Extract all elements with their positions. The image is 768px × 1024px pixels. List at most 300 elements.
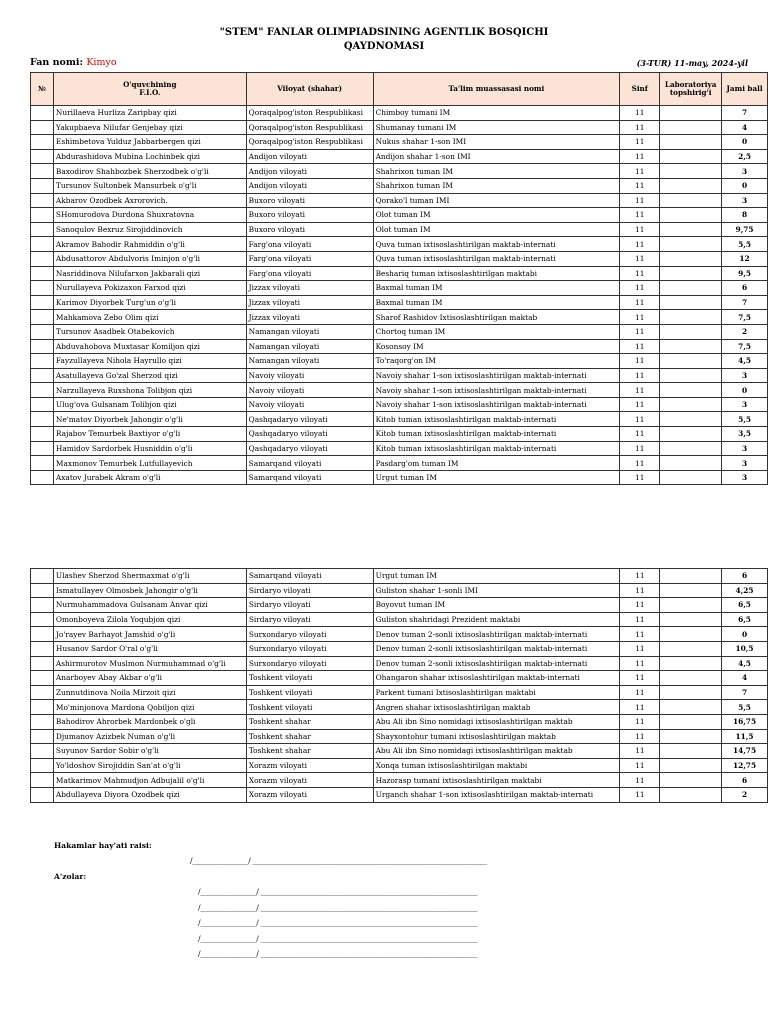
lab-task-cell	[660, 700, 722, 715]
lab-task-cell	[660, 354, 722, 369]
grade-cell: 11	[620, 149, 660, 164]
lab-task-cell	[660, 569, 722, 584]
row-number-cell	[31, 310, 54, 325]
grade-cell: 11	[620, 397, 660, 412]
lab-task-cell	[660, 758, 722, 773]
total-score-cell: 10,5	[722, 641, 768, 656]
total-score-cell: 3	[722, 164, 768, 179]
grade-cell: 11	[620, 120, 660, 135]
total-score-cell: 16,75	[722, 714, 768, 729]
row-number-cell	[31, 758, 54, 773]
grade-cell: 11	[620, 412, 660, 427]
grade-cell: 11	[620, 744, 660, 759]
school-cell: Abu Ali ibn Sino nomidagi ixtisoslashtirilgan maktab	[373, 744, 620, 759]
region-cell: Surxondaryo viloyati	[246, 627, 373, 642]
row-number-cell	[31, 456, 54, 471]
school-cell: Navoiy shahar 1-son ixtisoslashtirilgan maktab-internati	[373, 397, 620, 412]
total-score-cell: 3	[722, 193, 768, 208]
region-cell: Qashqadaryo viloyati	[246, 412, 373, 427]
grade-cell: 11	[620, 583, 660, 598]
school-cell: Ohangaron shahar ixtisoslashtirilgan maktab-internati	[373, 671, 620, 686]
region-cell: Samarqand viloyati	[246, 470, 373, 485]
lab-task-cell	[660, 470, 722, 485]
row-number-cell	[31, 612, 54, 627]
results-table-1	[30, 72, 768, 485]
lab-task-cell	[660, 222, 722, 237]
table-row	[31, 641, 768, 656]
col-header-lab: Laboratoriya topshirig'i	[660, 73, 722, 106]
region-cell: Jizzax viloyati	[246, 310, 373, 325]
table-row	[31, 569, 768, 584]
row-number-cell	[31, 208, 54, 223]
student-name-cell: Karimov Diyorbek Turg'un o'g'li	[53, 295, 246, 310]
total-score-cell: 7	[722, 106, 768, 121]
school-cell: Kosonsoy IM	[373, 339, 620, 354]
student-name-cell: Ne'matov Diyorbek Jahongir o'g'li	[53, 412, 246, 427]
school-cell: Guliston shahridagi Prezident maktabi	[373, 612, 620, 627]
region-cell: Toshkent viloyati	[246, 671, 373, 686]
grade-cell: 11	[620, 354, 660, 369]
grade-cell: 11	[620, 383, 660, 398]
school-cell: Navoiy shahar 1-son ixtisoslashtirilgan maktab-internati	[373, 368, 620, 383]
total-score-cell: 9,75	[722, 222, 768, 237]
grade-cell: 11	[620, 685, 660, 700]
table-row	[31, 744, 768, 759]
student-name-cell: Abdusattorov Abdulvoris Iminjon o'g'li	[53, 251, 246, 266]
student-name-cell: Maxmonov Temurbek Lutfullayevich	[53, 456, 246, 471]
total-score-cell: 7	[722, 295, 768, 310]
table-row	[31, 149, 768, 164]
grade-cell: 11	[620, 641, 660, 656]
student-name-cell: Zunnutdinova Noila Mirzoit qizi	[53, 685, 246, 700]
region-cell: Qoraqalpog'iston Respublikasi	[246, 106, 373, 121]
total-score-cell: 0	[722, 383, 768, 398]
total-score-cell: 0	[722, 627, 768, 642]
region-cell: Qashqadaryo viloyati	[246, 427, 373, 442]
subject-value: Kimyo	[86, 57, 117, 68]
student-name-cell: Sanoqulov Bexruz Sirojiddinovich	[53, 222, 246, 237]
school-cell: Olot tuman IM	[373, 208, 620, 223]
student-name-cell: Fayzullayeva Nihola Hayrullo qizi	[53, 354, 246, 369]
region-cell: Farg'ona viloyati	[246, 251, 373, 266]
total-score-cell: 7,5	[722, 310, 768, 325]
table-row	[31, 106, 768, 121]
table-row	[31, 441, 768, 456]
school-cell: To'raqorg'on IM	[373, 354, 620, 369]
table-row	[31, 598, 768, 613]
col-header-school: Ta'lim muassasasi nomi	[373, 73, 620, 106]
grade-cell: 11	[620, 627, 660, 642]
school-cell: Andijon shahar 1-son IMI	[373, 149, 620, 164]
table-row	[31, 671, 768, 686]
lab-task-cell	[660, 193, 722, 208]
row-number-cell	[31, 383, 54, 398]
student-name-cell: Ashirmurotov Muslmon Nurmuhammad o'g'li	[53, 656, 246, 671]
row-number-cell	[31, 598, 54, 613]
row-number-cell	[31, 135, 54, 150]
row-number-cell	[31, 368, 54, 383]
total-score-cell: 3	[722, 368, 768, 383]
table-row	[31, 397, 768, 412]
lab-task-cell	[660, 310, 722, 325]
row-number-cell	[31, 354, 54, 369]
region-cell: Andijon viloyati	[246, 164, 373, 179]
grade-cell: 11	[620, 208, 660, 223]
total-score-cell: 6	[722, 569, 768, 584]
grade-cell: 11	[620, 281, 660, 296]
table-row	[31, 787, 768, 802]
jury-chair-label: Hakamlar hay'ati raisi:	[54, 841, 152, 850]
student-name-cell: Jo'rayev Barhayot Jamshid o'g'li	[53, 627, 246, 642]
region-cell: Namangan viloyati	[246, 354, 373, 369]
total-score-cell: 3	[722, 456, 768, 471]
table-row	[31, 324, 768, 339]
lab-task-cell	[660, 685, 722, 700]
row-number-cell	[31, 656, 54, 671]
student-name-cell: Abdurashidova Mubina Lochinbek qizi	[53, 149, 246, 164]
jury-member-signature-line: /________________/ ______________________________________________________________	[198, 949, 478, 958]
student-name-cell: Mahkamova Zebo Olim qizi	[53, 310, 246, 325]
student-name-cell: Eshimbetova Yulduz Jabbarbergen qizi	[53, 135, 246, 150]
col-header-name: O'quvchining F.I.O.	[53, 73, 246, 106]
table-row	[31, 120, 768, 135]
region-cell: Qashqadaryo viloyati	[246, 441, 373, 456]
total-score-cell: 6	[722, 281, 768, 296]
row-number-cell	[31, 295, 54, 310]
region-cell: Xorazm viloyati	[246, 773, 373, 788]
school-cell: Guliston shahar 1-sonli IMI	[373, 583, 620, 598]
jury-member-signature-line: /________________/ ______________________________________________________________	[198, 933, 478, 943]
student-name-cell: Ismatullayev Olmosbek Jahongir o'g'li	[53, 583, 246, 598]
grade-cell: 11	[620, 106, 660, 121]
school-cell: Baxmal tuman IM	[373, 281, 620, 296]
school-cell: Sharof Rashidov Ixtisoslashtirilgan maktab	[373, 310, 620, 325]
region-cell: Samarqand viloyati	[246, 456, 373, 471]
region-cell: Toshkent viloyati	[246, 700, 373, 715]
student-name-cell: Suyunov Sardor Sobir o'g'li	[53, 744, 246, 759]
total-score-cell: 4,5	[722, 656, 768, 671]
table-row	[31, 164, 768, 179]
col-header-total: Jami ball	[722, 73, 768, 106]
grade-cell: 11	[620, 569, 660, 584]
student-name-cell: Asatullayeva Go'zal Sherzod qizi	[53, 368, 246, 383]
student-name-cell: Mo'minjonova Mardona Qobiljon qizi	[53, 700, 246, 715]
school-cell: Boyovut tuman IM	[373, 598, 620, 613]
total-score-cell: 0	[722, 178, 768, 193]
subject-line	[30, 57, 117, 68]
row-number-cell	[31, 266, 54, 281]
school-cell: Xonqa tuman ixtisoslashtirilgan maktabi	[373, 758, 620, 773]
grade-cell: 11	[620, 700, 660, 715]
table-row	[31, 237, 768, 252]
student-name-cell: Abduvahobova Muxtasar Komiljon qizi	[53, 339, 246, 354]
lab-task-cell	[660, 412, 722, 427]
total-score-cell: 4	[722, 120, 768, 135]
school-cell: Shahrixon tuman IM	[373, 164, 620, 179]
region-cell: Buxoro viloyati	[246, 222, 373, 237]
row-number-cell	[31, 441, 54, 456]
grade-cell: 11	[620, 758, 660, 773]
region-cell: Qoraqalpog'iston Respublikasi	[246, 135, 373, 150]
region-cell: Buxoro viloyati	[246, 193, 373, 208]
table-row	[31, 135, 768, 150]
region-cell: Qoraqalpog'iston Respublikasi	[246, 120, 373, 135]
total-score-cell: 6,5	[722, 612, 768, 627]
region-cell: Toshkent shahar	[246, 714, 373, 729]
grade-cell: 11	[620, 193, 660, 208]
grade-cell: 11	[620, 164, 660, 179]
lab-task-cell	[660, 178, 722, 193]
school-cell: Abu Ali ibn Sino nomidagi ixtisoslashtirilgan maktab	[373, 714, 620, 729]
grade-cell: 11	[620, 671, 660, 686]
jury-member-signature-line: /________________/ ______________________________________________________________	[198, 902, 478, 912]
school-cell: Baxmal tuman IM	[373, 295, 620, 310]
student-name-cell: Yakupbaeva Nilufar Genjebay qizi	[53, 120, 246, 135]
total-score-cell: 9,5	[722, 266, 768, 281]
total-score-cell: 3	[722, 470, 768, 485]
lab-task-cell	[660, 324, 722, 339]
table-row	[31, 368, 768, 383]
school-cell: Shahrixon tuman IM	[373, 178, 620, 193]
jury-members-label: A'zolar:	[54, 872, 87, 881]
student-name-cell: Abdullayeva Diyora Ozodbek qizi	[53, 787, 246, 802]
student-name-cell: Nurmuhammadova Gulsanam Anvar qizi	[53, 598, 246, 613]
table-row	[31, 773, 768, 788]
document-subtitle: QAYDNOMASI	[343, 41, 425, 52]
total-score-cell: 5,5	[722, 237, 768, 252]
row-number-cell	[31, 627, 54, 642]
lab-task-cell	[660, 120, 722, 135]
grade-cell: 11	[620, 178, 660, 193]
row-number-cell	[31, 178, 54, 193]
document-title: "STEM" FANLAR OLIMPIADSINING AGENTLIK BOSQICHI	[219, 27, 549, 38]
total-score-cell: 2	[722, 787, 768, 802]
jury-member-signature-line: /________________/ ______________________________________________________________	[198, 887, 478, 896]
lab-task-cell	[660, 427, 722, 442]
table-row	[31, 178, 768, 193]
school-cell: Kitob tuman ixtisoslashtirilgan maktab-internati	[373, 427, 620, 442]
total-score-cell: 8	[722, 208, 768, 223]
lab-task-cell	[660, 368, 722, 383]
table-row	[31, 456, 768, 471]
lab-task-cell	[660, 627, 722, 642]
table-row	[31, 758, 768, 773]
grade-cell: 11	[620, 427, 660, 442]
region-cell: Sirdaryo viloyati	[246, 612, 373, 627]
grade-cell: 11	[620, 368, 660, 383]
school-cell: Urganch shahar 1-son ixtisoslashtirilgan maktab-internati	[373, 787, 620, 802]
lab-task-cell	[660, 237, 722, 252]
lab-task-cell	[660, 641, 722, 656]
school-cell: Kitob tuman ixtisoslashtirilgan maktab-internati	[373, 441, 620, 456]
student-name-cell: Tursunov Sultonbek Mansurbek o'g'li	[53, 178, 246, 193]
lab-task-cell	[660, 135, 722, 150]
row-number-cell	[31, 324, 54, 339]
row-number-cell	[31, 397, 54, 412]
grade-cell: 11	[620, 470, 660, 485]
school-cell: Qorako'l tuman IMI	[373, 193, 620, 208]
row-number-cell	[31, 193, 54, 208]
row-number-cell	[31, 281, 54, 296]
total-score-cell: 2	[722, 324, 768, 339]
total-score-cell: 14,75	[722, 744, 768, 759]
student-name-cell: Yo'ldoshov Sirojiddin San'at o'g'li	[53, 758, 246, 773]
lab-task-cell	[660, 339, 722, 354]
row-number-cell	[31, 251, 54, 266]
student-name-cell: Ulashev Sherzod Shermaxmat o'g'li	[53, 569, 246, 584]
region-cell: Navoiy viloyati	[246, 368, 373, 383]
table-row	[31, 627, 768, 642]
grade-cell: 11	[620, 773, 660, 788]
row-number-cell	[31, 164, 54, 179]
row-number-cell	[31, 149, 54, 164]
total-score-cell: 11,5	[722, 729, 768, 744]
table-row	[31, 470, 768, 485]
lab-task-cell	[660, 441, 722, 456]
table-row	[31, 612, 768, 627]
student-name-cell: Akbarov Ozodbek Axrorovich.	[53, 193, 246, 208]
round-date: (3-TUR) 11-may, 2024-yil	[636, 58, 748, 68]
total-score-cell: 5,5	[722, 412, 768, 427]
table-row	[31, 383, 768, 398]
student-name-cell: Axatov Jurabek Akram o'g'li	[53, 470, 246, 485]
student-name-cell: Nasriddinova Nilufarxon Jakbarali qizi	[53, 266, 246, 281]
region-cell: Surxondaryo viloyati	[246, 641, 373, 656]
region-cell: Sirdaryo viloyati	[246, 583, 373, 598]
region-cell: Xorazm viloyati	[246, 758, 373, 773]
region-cell: Samarqand viloyati	[246, 569, 373, 584]
region-cell: Buxoro viloyati	[246, 208, 373, 223]
region-cell: Navoiy viloyati	[246, 397, 373, 412]
lab-task-cell	[660, 397, 722, 412]
table-row	[31, 295, 768, 310]
total-score-cell: 6	[722, 773, 768, 788]
grade-cell: 11	[620, 612, 660, 627]
table-row	[31, 685, 768, 700]
student-name-cell: Akramov Bahodir Rahmiddin o'g'li	[53, 237, 246, 252]
row-number-cell	[31, 222, 54, 237]
lab-task-cell	[660, 583, 722, 598]
grade-cell: 11	[620, 324, 660, 339]
grade-cell: 11	[620, 310, 660, 325]
lab-task-cell	[660, 106, 722, 121]
student-name-cell: Djumanov Azizbek Numan o'g'li	[53, 729, 246, 744]
grade-cell: 11	[620, 339, 660, 354]
grade-cell: 11	[620, 787, 660, 802]
school-cell: Quva tuman ixtisoslashtirilgan maktab-internati	[373, 251, 620, 266]
row-number-cell	[31, 671, 54, 686]
student-name-cell: Ulug'ova Gulsanam Tolibjon qizi	[53, 397, 246, 412]
subject-label: Fan nomi:	[30, 57, 84, 68]
student-name-cell: Baxodirov Shahbozbek Sherzodbek o'g'li	[53, 164, 246, 179]
table-row	[31, 583, 768, 598]
student-name-cell: SHomurodova Durdona Shuxratovna	[53, 208, 246, 223]
region-cell: Toshkent shahar	[246, 744, 373, 759]
grade-cell: 11	[620, 135, 660, 150]
school-cell: Shumanay tumani IM	[373, 120, 620, 135]
row-number-cell	[31, 714, 54, 729]
table-row	[31, 354, 768, 369]
total-score-cell: 5,5	[722, 700, 768, 715]
lab-task-cell	[660, 266, 722, 281]
student-name-cell: Husanov Sardor O'ral o'g'li	[53, 641, 246, 656]
table-row	[31, 281, 768, 296]
school-cell: Beshariq tuman ixtisoslashtirilgan maktabi	[373, 266, 620, 281]
lab-task-cell	[660, 598, 722, 613]
student-name-cell: Nurullayeva Pokizaxon Farxod qizi	[53, 281, 246, 296]
school-cell: Hazorasp tumani ixtisoslashtirilgan maktabi	[373, 773, 620, 788]
lab-task-cell	[660, 612, 722, 627]
region-cell: Farg'ona viloyati	[246, 237, 373, 252]
student-name-cell: Omonboyeva Zilola Yoqubjon qizi	[53, 612, 246, 627]
region-cell: Toshkent shahar	[246, 729, 373, 744]
student-name-cell: Tursunov Asadbek Otabekovich	[53, 324, 246, 339]
results-table-2	[30, 568, 768, 803]
school-cell: Olot tuman IM	[373, 222, 620, 237]
row-number-cell	[31, 583, 54, 598]
row-number-cell	[31, 744, 54, 759]
table-row	[31, 266, 768, 281]
region-cell: Andijon viloyati	[246, 149, 373, 164]
total-score-cell: 3,5	[722, 427, 768, 442]
total-score-cell: 7	[722, 685, 768, 700]
grade-cell: 11	[620, 598, 660, 613]
total-score-cell: 7,5	[722, 339, 768, 354]
region-cell: Jizzax viloyati	[246, 281, 373, 296]
lab-task-cell	[660, 281, 722, 296]
lab-task-cell	[660, 456, 722, 471]
grade-cell: 11	[620, 656, 660, 671]
student-name-cell: Nurillaeva Hurliza Zaripbay qizi	[53, 106, 246, 121]
school-cell: Parkent tumani Ixtisoslashtirilgan maktabi	[373, 685, 620, 700]
lab-task-cell	[660, 744, 722, 759]
school-cell: Kitob tuman ixtisoslashtirilgan maktab-internati	[373, 412, 620, 427]
col-header-num: №	[31, 73, 54, 106]
lab-task-cell	[660, 773, 722, 788]
grade-cell: 11	[620, 237, 660, 252]
student-name-cell: Anarboyev Abay Akbar o'g'li	[53, 671, 246, 686]
region-cell: Andijon viloyati	[246, 178, 373, 193]
region-cell: Namangan viloyati	[246, 324, 373, 339]
region-cell: Surxondaryo viloyati	[246, 656, 373, 671]
total-score-cell: 4,25	[722, 583, 768, 598]
row-number-cell	[31, 787, 54, 802]
grade-cell: 11	[620, 714, 660, 729]
lab-task-cell	[660, 714, 722, 729]
school-cell: Navoiy shahar 1-son ixtisoslashtirilgan maktab-internati	[373, 383, 620, 398]
row-number-cell	[31, 339, 54, 354]
grade-cell: 11	[620, 729, 660, 744]
col-header-region: Viloyat (shahar)	[246, 73, 373, 106]
row-number-cell	[31, 773, 54, 788]
jury-chair-signature-line: /________________/ ___________________________________________________________________	[190, 856, 487, 865]
total-score-cell: 2,5	[722, 149, 768, 164]
table-row	[31, 412, 768, 427]
school-cell: Urgut tuman IM	[373, 470, 620, 485]
region-cell: Toshkent viloyati	[246, 685, 373, 700]
grade-cell: 11	[620, 251, 660, 266]
row-number-cell	[31, 569, 54, 584]
student-name-cell: Hamidov Sardorbek Husniddin o'g'li	[53, 441, 246, 456]
table-row	[31, 193, 768, 208]
school-cell: Urgut tuman IM	[373, 569, 620, 584]
row-number-cell	[31, 106, 54, 121]
school-cell: Chimboy tumani IM	[373, 106, 620, 121]
table-row	[31, 222, 768, 237]
school-cell: Denov tuman 2-sonli ixtisoslashtirilgan maktab-internati	[373, 627, 620, 642]
row-number-cell	[31, 412, 54, 427]
table-row	[31, 700, 768, 715]
